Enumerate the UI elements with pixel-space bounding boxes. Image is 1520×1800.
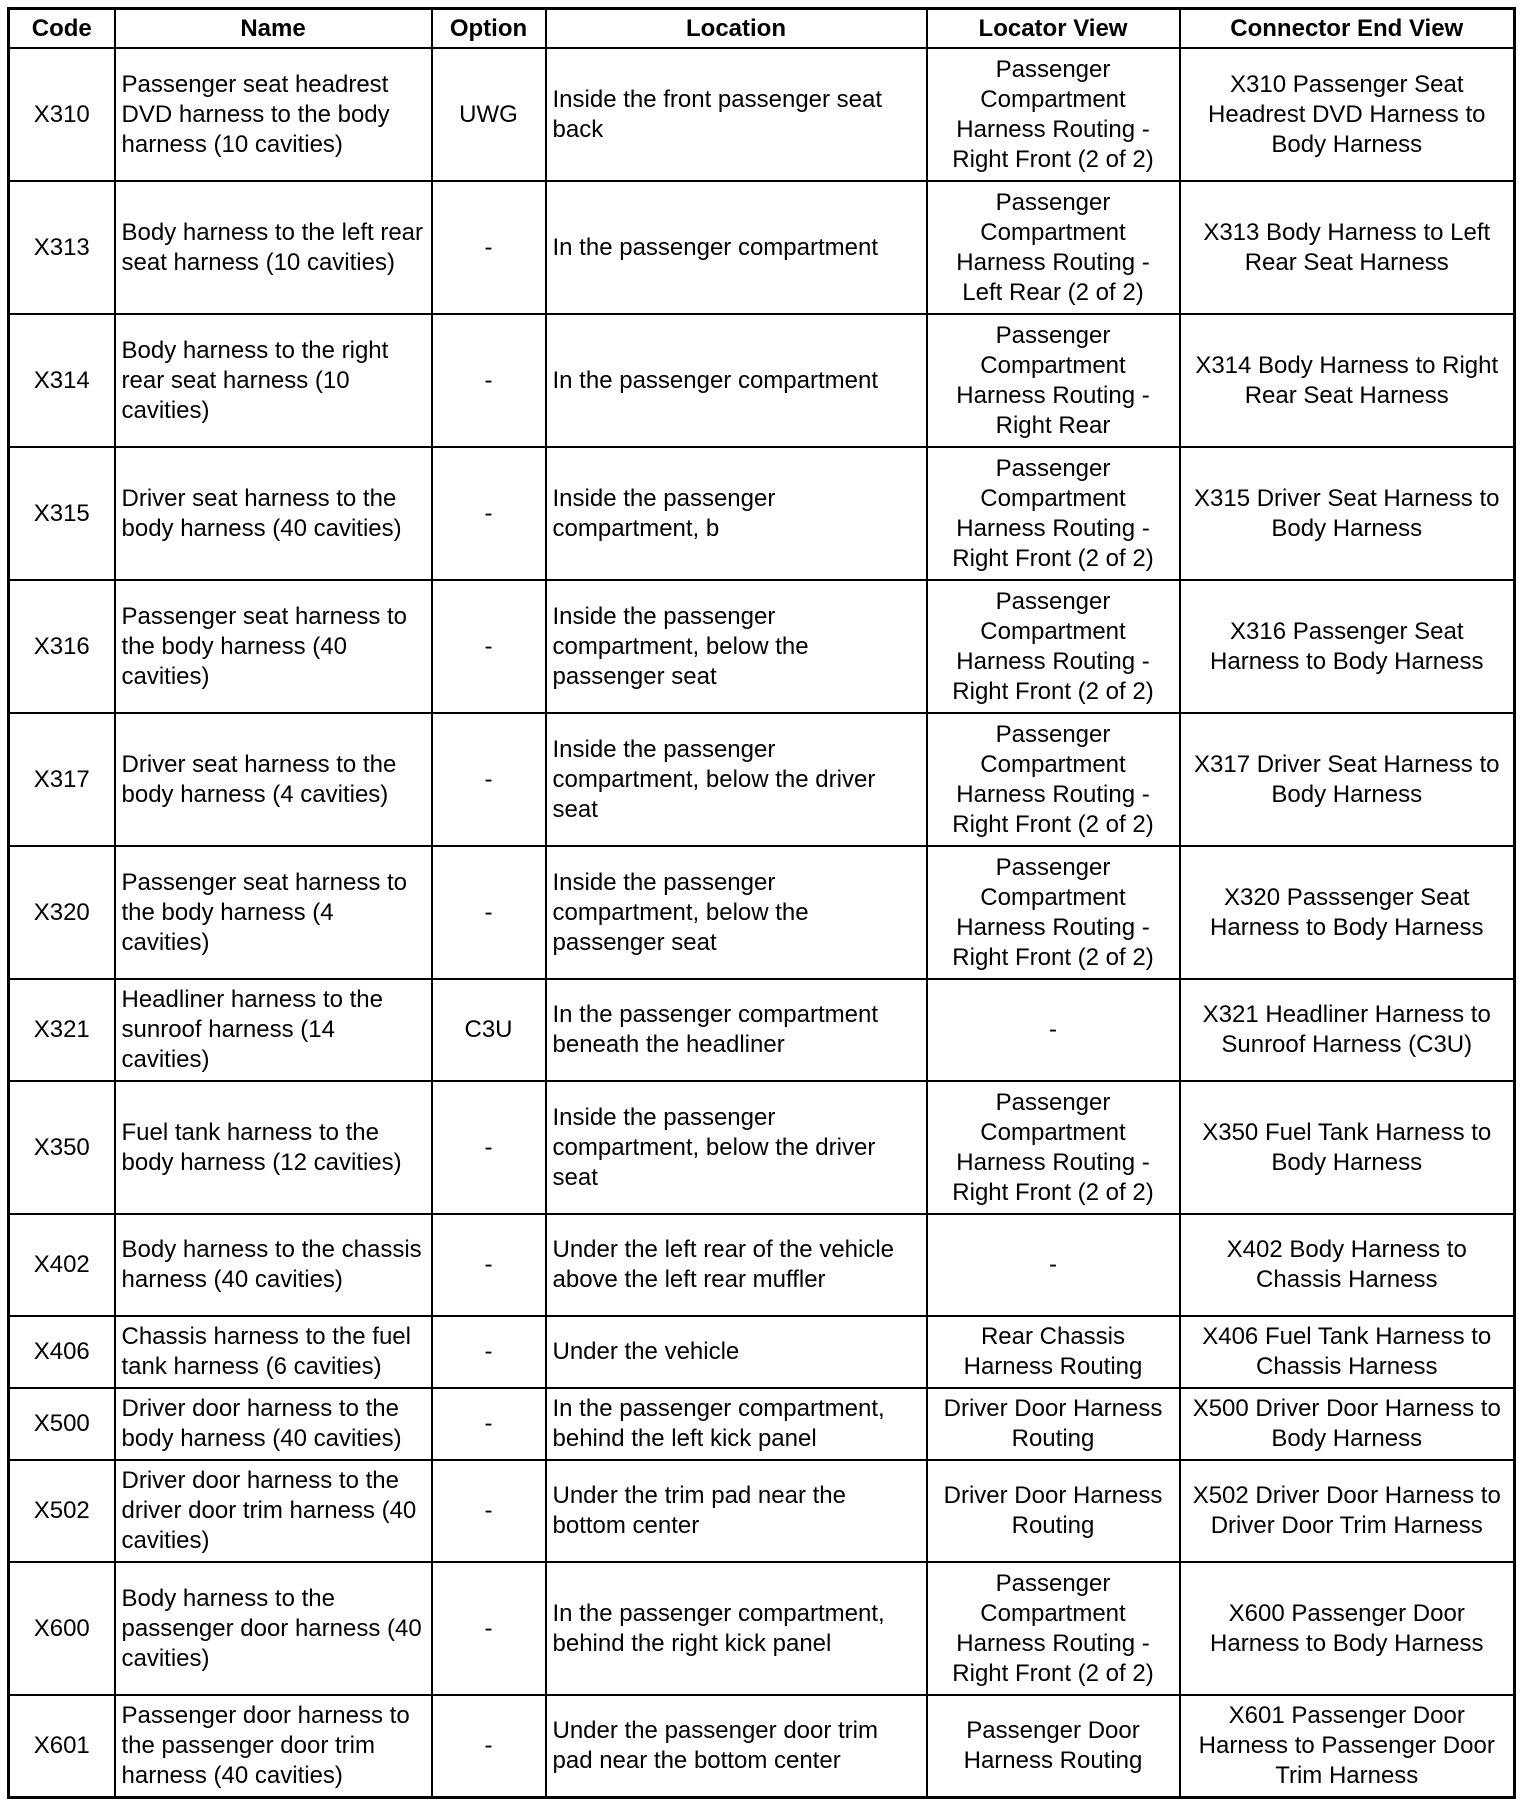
cell-option: - xyxy=(432,580,546,713)
table-row xyxy=(9,713,1515,846)
cell-locator-view: Passenger Compartment Harness Routing - Right Front (2 of 2) xyxy=(927,713,1180,846)
cell-code: X350 xyxy=(9,1081,115,1214)
cell-code: X402 xyxy=(9,1214,115,1316)
cell-locator-view: - xyxy=(927,1214,1180,1316)
header-option: Option xyxy=(432,9,546,49)
cell-connector-end-view: X600 Passenger Door Harness to Body Harness xyxy=(1180,1562,1515,1695)
cell-locator-view: Passenger Compartment Harness Routing - Right Front (2 of 2) xyxy=(927,447,1180,580)
cell-location: Inside the passenger compartment, b xyxy=(546,447,927,580)
cell-location: In the passenger compartment, behind the right kick panel xyxy=(546,1562,927,1695)
header-locator-view: Locator View xyxy=(927,9,1180,49)
cell-option: - xyxy=(432,1695,546,1797)
cell-option: - xyxy=(432,1562,546,1695)
cell-code: X601 xyxy=(9,1695,115,1797)
connector-table xyxy=(7,7,1516,1799)
cell-locator-view: - xyxy=(927,979,1180,1081)
cell-location: Inside the passenger compartment, below the driver seat xyxy=(546,1081,927,1214)
table-row xyxy=(9,48,1515,181)
cell-name: Body harness to the left rear seat harness (10 cavities) xyxy=(115,181,432,314)
cell-code: X321 xyxy=(9,979,115,1081)
cell-connector-end-view: X314 Body Harness to Right Rear Seat Harness xyxy=(1180,314,1515,447)
cell-code: X314 xyxy=(9,314,115,447)
cell-option: - xyxy=(432,314,546,447)
cell-option: - xyxy=(432,1214,546,1316)
cell-option: UWG xyxy=(432,48,546,181)
cell-connector-end-view: X320 Passsenger Seat Harness to Body Harness xyxy=(1180,846,1515,979)
cell-connector-end-view: X315 Driver Seat Harness to Body Harness xyxy=(1180,447,1515,580)
cell-connector-end-view: X317 Driver Seat Harness to Body Harness xyxy=(1180,713,1515,846)
cell-name: Driver seat harness to the body harness (40 cavities) xyxy=(115,447,432,580)
cell-option: - xyxy=(432,1460,546,1562)
cell-connector-end-view: X321 Headliner Harness to Sunroof Harness (C3U) xyxy=(1180,979,1515,1081)
table-row xyxy=(9,1695,1515,1797)
cell-code: X600 xyxy=(9,1562,115,1695)
cell-connector-end-view: X601 Passenger Door Harness to Passenger Door Trim Harness xyxy=(1180,1695,1515,1797)
cell-code: X315 xyxy=(9,447,115,580)
table-row xyxy=(9,1388,1515,1460)
cell-code: X317 xyxy=(9,713,115,846)
table-row xyxy=(9,447,1515,580)
connector-table-wrapper xyxy=(7,7,1513,1793)
header-location: Location xyxy=(546,9,927,49)
cell-locator-view: Passenger Compartment Harness Routing - Right Front (2 of 2) xyxy=(927,846,1180,979)
cell-name: Driver seat harness to the body harness (4 cavities) xyxy=(115,713,432,846)
header-code: Code xyxy=(9,9,115,49)
cell-name: Fuel tank harness to the body harness (12 cavities) xyxy=(115,1081,432,1214)
cell-location: In the passenger compartment beneath the headliner xyxy=(546,979,927,1081)
cell-connector-end-view: X310 Passenger Seat Headrest DVD Harness to Body Harness xyxy=(1180,48,1515,181)
cell-locator-view: Passenger Compartment Harness Routing - Right Front (2 of 2) xyxy=(927,1562,1180,1695)
cell-locator-view: Passenger Compartment Harness Routing - Left Rear (2 of 2) xyxy=(927,181,1180,314)
cell-name: Driver door harness to the driver door trim harness (40 cavities) xyxy=(115,1460,432,1562)
cell-code: X313 xyxy=(9,181,115,314)
cell-code: X316 xyxy=(9,580,115,713)
table-row xyxy=(9,979,1515,1081)
header-row xyxy=(9,9,1515,49)
cell-code: X320 xyxy=(9,846,115,979)
cell-locator-view: Passenger Door Harness Routing xyxy=(927,1695,1180,1797)
cell-locator-view: Passenger Compartment Harness Routing - Right Front (2 of 2) xyxy=(927,580,1180,713)
cell-locator-view: Passenger Compartment Harness Routing - Right Front (2 of 2) xyxy=(927,1081,1180,1214)
cell-connector-end-view: X502 Driver Door Harness to Driver Door Trim Harness xyxy=(1180,1460,1515,1562)
cell-connector-end-view: X316 Passenger Seat Harness to Body Harness xyxy=(1180,580,1515,713)
cell-name: Passenger door harness to the passenger door trim harness (40 cavities) xyxy=(115,1695,432,1797)
cell-connector-end-view: X350 Fuel Tank Harness to Body Harness xyxy=(1180,1081,1515,1214)
header-connector-end-view: Connector End View xyxy=(1180,9,1515,49)
cell-option: C3U xyxy=(432,979,546,1081)
cell-option: - xyxy=(432,181,546,314)
header-name: Name xyxy=(115,9,432,49)
cell-name: Passenger seat harness to the body harness (40 cavities) xyxy=(115,580,432,713)
cell-name: Headliner harness to the sunroof harness (14 cavities) xyxy=(115,979,432,1081)
cell-location: Inside the passenger compartment, below the driver seat xyxy=(546,713,927,846)
cell-location: In the passenger compartment xyxy=(546,181,927,314)
cell-code: X406 xyxy=(9,1316,115,1388)
cell-locator-view: Rear Chassis Harness Routing xyxy=(927,1316,1180,1388)
cell-code: X500 xyxy=(9,1388,115,1460)
cell-connector-end-view: X406 Fuel Tank Harness to Chassis Harness xyxy=(1180,1316,1515,1388)
cell-connector-end-view: X402 Body Harness to Chassis Harness xyxy=(1180,1214,1515,1316)
table-row xyxy=(9,1081,1515,1214)
cell-connector-end-view: X313 Body Harness to Left Rear Seat Harness xyxy=(1180,181,1515,314)
table-row xyxy=(9,1214,1515,1316)
cell-option: - xyxy=(432,1081,546,1214)
table-row xyxy=(9,1316,1515,1388)
cell-locator-view: Passenger Compartment Harness Routing - Right Rear xyxy=(927,314,1180,447)
cell-code: X310 xyxy=(9,48,115,181)
cell-location: Under the vehicle xyxy=(546,1316,927,1388)
table-row xyxy=(9,1460,1515,1562)
cell-name: Body harness to the passenger door harness (40 cavities) xyxy=(115,1562,432,1695)
cell-location: In the passenger compartment, behind the left kick panel xyxy=(546,1388,927,1460)
cell-option: - xyxy=(432,447,546,580)
table-row xyxy=(9,846,1515,979)
cell-locator-view: Driver Door Harness Routing xyxy=(927,1388,1180,1460)
cell-location: Under the passenger door trim pad near the bottom center xyxy=(546,1695,927,1797)
cell-location: In the passenger compartment xyxy=(546,314,927,447)
cell-option: - xyxy=(432,1316,546,1388)
cell-location: Inside the front passenger seat back xyxy=(546,48,927,181)
table-row xyxy=(9,314,1515,447)
cell-location: Under the left rear of the vehicle above the left rear muffler xyxy=(546,1214,927,1316)
cell-location: Inside the passenger compartment, below the passenger seat xyxy=(546,580,927,713)
cell-locator-view: Passenger Compartment Harness Routing - Right Front (2 of 2) xyxy=(927,48,1180,181)
cell-option: - xyxy=(432,713,546,846)
cell-location: Inside the passenger compartment, below the passenger seat xyxy=(546,846,927,979)
cell-connector-end-view: X500 Driver Door Harness to Body Harness xyxy=(1180,1388,1515,1460)
cell-option: - xyxy=(432,846,546,979)
cell-locator-view: Driver Door Harness Routing xyxy=(927,1460,1180,1562)
cell-name: Body harness to the right rear seat harness (10 cavities) xyxy=(115,314,432,447)
cell-option: - xyxy=(432,1388,546,1460)
cell-name: Body harness to the chassis harness (40 cavities) xyxy=(115,1214,432,1316)
cell-code: X502 xyxy=(9,1460,115,1562)
table-row xyxy=(9,580,1515,713)
cell-name: Driver door harness to the body harness (40 cavities) xyxy=(115,1388,432,1460)
cell-name: Chassis harness to the fuel tank harness (6 cavities) xyxy=(115,1316,432,1388)
cell-location: Under the trim pad near the bottom center xyxy=(546,1460,927,1562)
table-row xyxy=(9,1562,1515,1695)
table-row xyxy=(9,181,1515,314)
cell-name: Passenger seat headrest DVD harness to the body harness (10 cavities) xyxy=(115,48,432,181)
cell-name: Passenger seat harness to the body harness (4 cavities) xyxy=(115,846,432,979)
